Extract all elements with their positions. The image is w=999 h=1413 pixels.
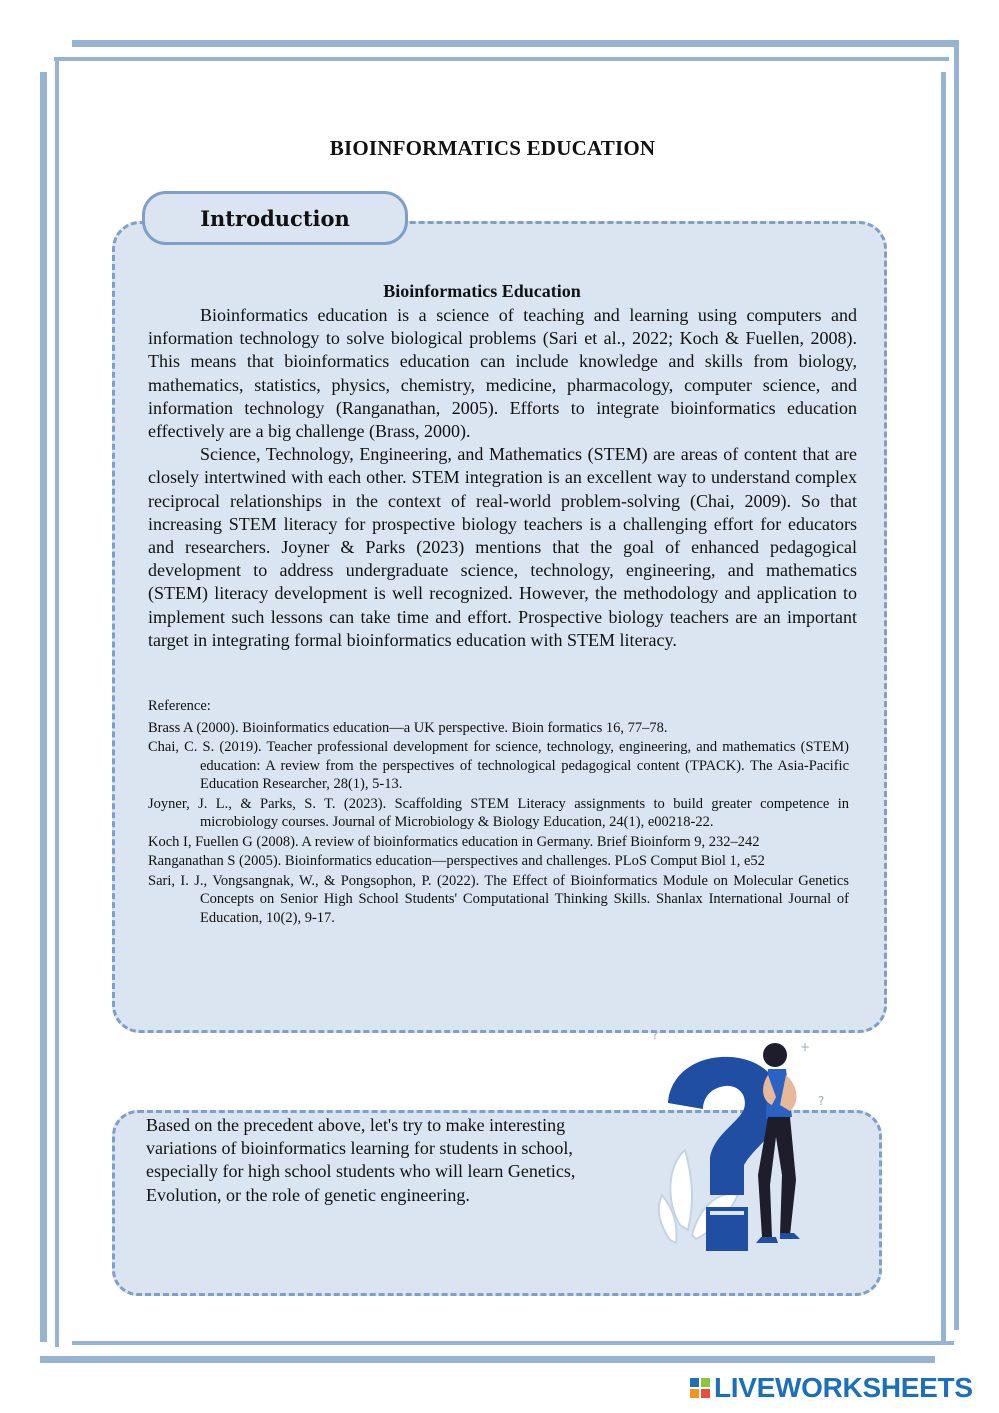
page-title: BIOINFORMATICS EDUCATION (329, 136, 656, 160)
frame-top-outer (72, 40, 954, 47)
frame-top-inner (54, 57, 949, 61)
paragraph-stem: Science, Technology, Engineering, and Mathematics (STEM) are areas of content that are closely intertwined with each other. STEM integration is an excellent way to understand complex reciprocal relationships in the context of real-world problem-solving (Chai, 2009). So that increasing STEM literacy for prospective biology teachers is a challenging effort for educators and researchers. Joyner & Parks (2023) mentions that the goal of enhanced pedagogical development to address undergraduate science, technology, engineering, and mathematics (STEM) literacy development is well recognized. However, the methodology and application to implement such lessons can take time and effort. Prospective biology teachers are an important target in integrating formal bioinformatics education with STEM literacy. (148, 444, 857, 650)
logo-text: LIVEWORKSHEETS (714, 1372, 973, 1403)
frame-left-inner (55, 57, 59, 1347)
prompt-text: Based on the precedent above, let's try to make interesting variations of bioinformatics learning for students in school, especially for high school students who will learn Genetics, Evolution, or the role of genetic engineering. (146, 1115, 576, 1205)
liveworksheets-logo (690, 1372, 973, 1404)
frame-bottom-inner (72, 1341, 954, 1345)
logo-mark-icon (690, 1378, 710, 1398)
svg-text:?: ? (818, 1094, 825, 1108)
reference-item: Koch I, Fuellen G (2008). A review of bioinformatics education in Germany. Brief Bioinform 9, 232–242 (148, 833, 760, 850)
introduction-body (148, 304, 857, 652)
introduction-tab: Introduction (142, 191, 408, 245)
svg-text:?: ? (652, 1028, 659, 1042)
frame-right-inner (954, 40, 959, 1330)
paragraph-definition: Bioinformatics education is a science of teaching and learning using computers and information technology to solve biological problems (Sari et al., 2022; Koch & Fuellen, 2008). This means that bioinformatics education can include knowledge and skills from biology, mathematics, statistics, physics, chemistry, medicine, pharmacology, computer science, and information technology (Ranganathan, 2005). Efforts to integrate bioinformatics education effectively are a big challenge (Brass, 2000). (148, 305, 857, 442)
reference-label: Reference: (148, 698, 211, 714)
reference-item: Ranganathan S (2005). Bioinformatics education—perspectives and challenges. PLoS Comput Biol 1, e52 (148, 853, 765, 869)
reference-item: Chai, C. S. (2019). Teacher professional development for science, technology, engineering, and mathematics (STEM) education: A review from the perspectives of technological pedagogical content (TPACK). The Asia-Pacific Education Researcher, 28(1), 5-13. (148, 739, 849, 792)
question-mark-person-icon (640, 1025, 840, 1260)
section-heading: Bioinformatics Education (383, 281, 581, 301)
reference-item: Brass A (2000). Bioinformatics education—a UK perspective. Bioin formatics 16, 77–78. (148, 719, 668, 736)
svg-text:+: + (800, 1040, 811, 1054)
frame-right-outer (941, 72, 946, 1342)
reference-item: Joyner, J. L., & Parks, S. T. (2023). Scaffolding STEM Literacy assignments to build greater competence in microbiology courses. Journal of Microbiology & Biology Education, 24(1), e00218-22. (148, 795, 849, 830)
frame-left-outer (40, 72, 47, 1342)
reference-item: Sari, I. J., Vongsangnak, W., & Pongsophon, P. (2022). The Effect of Bioinformatics Module on Molecular Genetics Concepts on Senior High School Students' Computational Thinking Skills. Shanlax International Journal of Education, 10(2), 9-17. (148, 872, 849, 926)
frame-bottom-outer (40, 1356, 935, 1363)
reference-list (148, 697, 849, 928)
